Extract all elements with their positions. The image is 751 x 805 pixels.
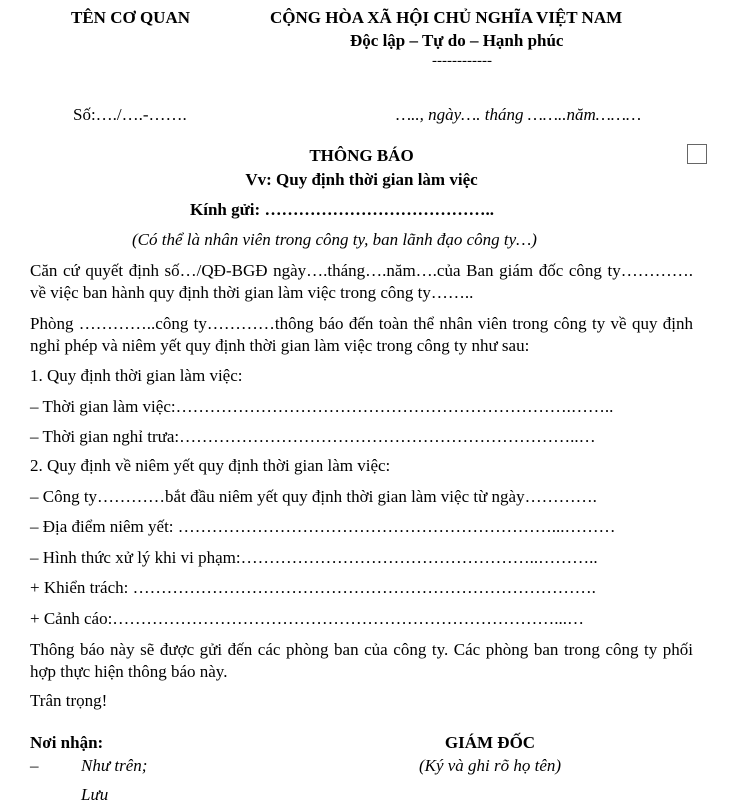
closing-text: Trân trọng!	[30, 691, 108, 710]
checkbox[interactable]	[687, 144, 707, 164]
recipients-label: Nơi nhận:	[30, 733, 104, 752]
section-1-title: 1. Quy định thời gian làm việc:	[30, 366, 243, 385]
document-date: ….., ngày…. tháng ……..năm………	[396, 105, 642, 124]
violation-handling-line: – Hình thức xử lý khi vi phạm:……………………………………………..………..	[30, 548, 598, 567]
lunch-break-line: – Thời gian nghỉ trưa:……………………………………………………………..…	[30, 427, 596, 446]
document-title: THÔNG BÁO	[309, 146, 414, 165]
header-separator: ------------	[432, 53, 492, 69]
document-number: Số:…./….-…….	[73, 105, 187, 124]
paragraph-distribution: Thông báo này sẽ được gửi đến các phòng ban của công ty. Các phòng ban trong công ty phối hợp thực hiện thông báo này.	[30, 640, 693, 681]
recipient-item-1: Như trên;	[81, 756, 148, 775]
working-time-line: – Thời gian làm việc:…………………………………………………………….……..	[30, 397, 614, 416]
recipient-dash: –	[30, 756, 39, 775]
paragraph-announcement: Phòng …………..công ty…………thông báo đến toàn thể nhân viên trong công ty về quy định nghỉ phép và niêm yết quy định thời gian làm việc trong công ty như sau:	[30, 314, 693, 355]
reprimand-line: + Khiển trách: ……………………………………………………………………….	[30, 578, 596, 597]
recipient-line: Kính gửi: …………………………………..	[190, 200, 494, 219]
document-subject: Vv: Quy định thời gian làm việc	[245, 170, 478, 189]
agency-name: TÊN CƠ QUAN	[71, 8, 191, 27]
signer-title: GIÁM ĐỐC	[444, 733, 536, 752]
posting-start-line: – Công ty…………bắt đầu niêm yết quy định thời gian làm việc từ ngày………….	[30, 487, 597, 506]
recipient-item-2: Lưu	[81, 785, 109, 804]
motto: Độc lập – Tự do – Hạnh phúc	[350, 31, 564, 50]
warning-line: + Cảnh cáo:……………………………………………………………………...…	[30, 609, 585, 628]
section-2-title: 2. Quy định về niêm yết quy định thời gian làm việc:	[30, 456, 391, 475]
posting-location-line: – Địa điểm niêm yết: …………………………………………………………...………	[30, 517, 616, 536]
signer-note: (Ký và ghi rõ họ tên)	[418, 756, 562, 775]
paragraph-basis: Căn cứ quyết định số…/QĐ-BGĐ ngày….tháng….năm….của Ban giám đốc công ty…………. về việc ban hành quy định thời gian làm việc trong công ty……..	[30, 261, 693, 302]
recipient-note: (Có thể là nhân viên trong công ty, ban lãnh đạo công ty…)	[132, 230, 537, 249]
country-name: CỘNG HÒA XÃ HỘI CHỦ NGHĨA VIỆT NAM	[270, 8, 623, 27]
